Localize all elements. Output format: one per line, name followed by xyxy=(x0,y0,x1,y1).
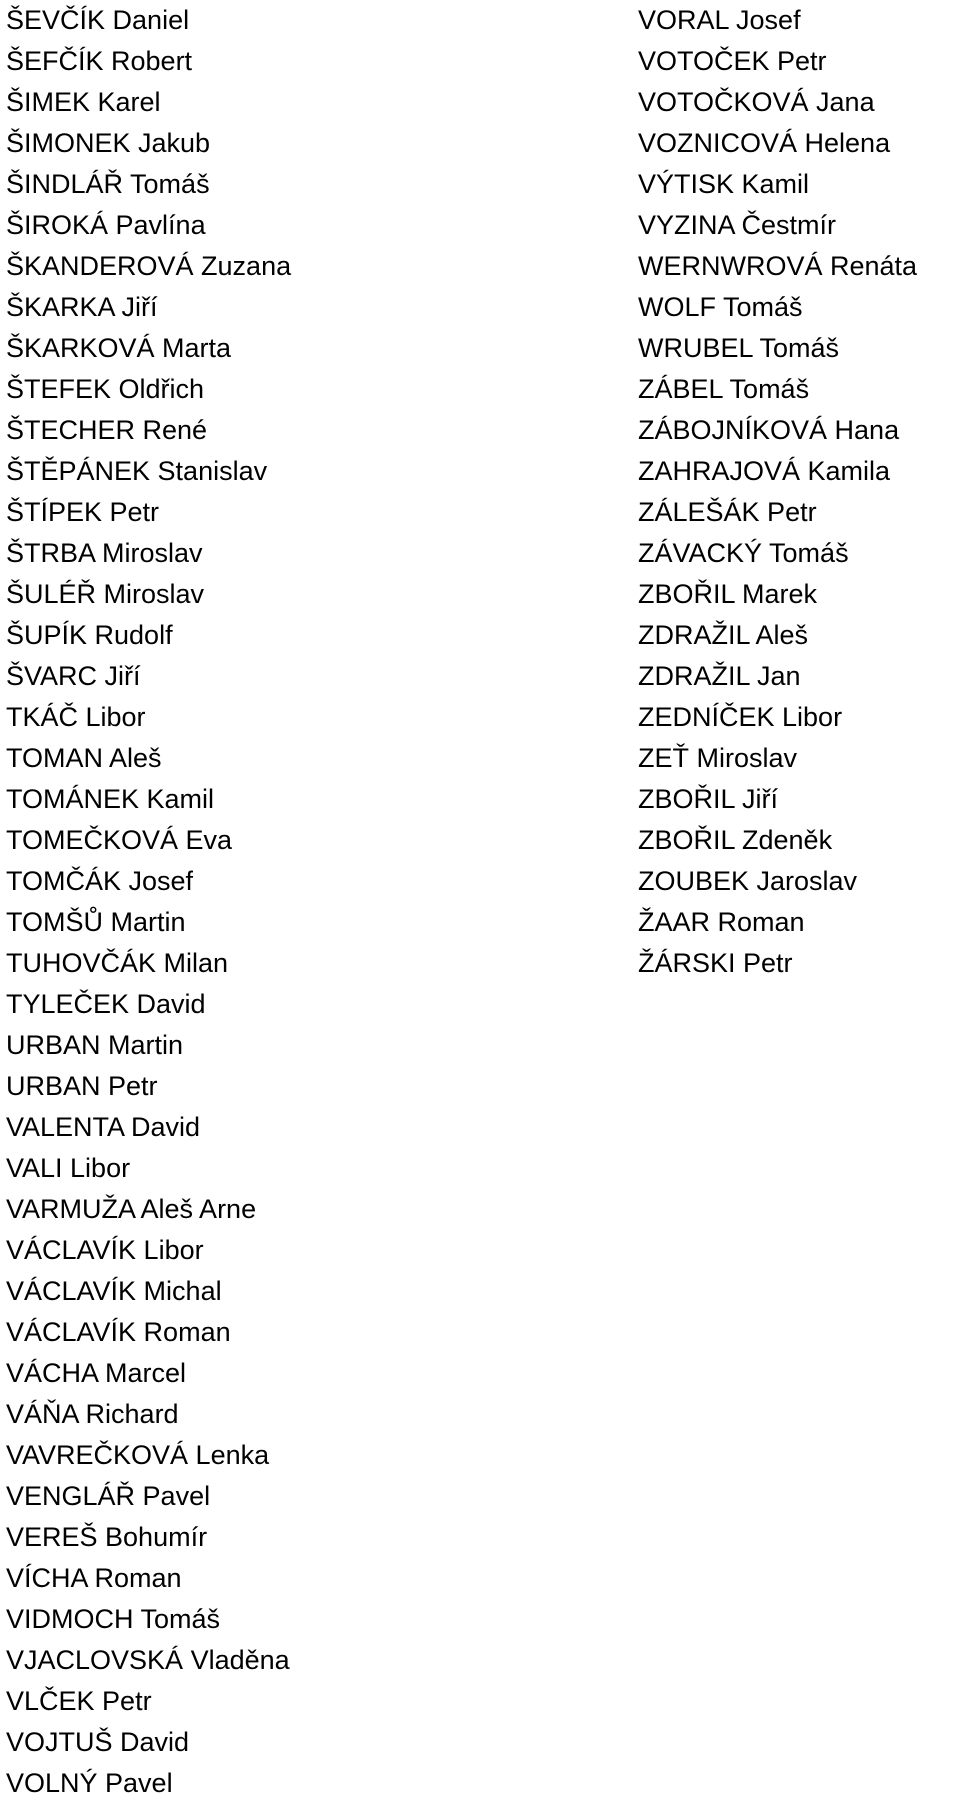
name-entry: ŠEVČÍK Daniel xyxy=(6,5,190,35)
name-entry: VÁCLAVÍK Roman xyxy=(6,1317,231,1347)
name-entry: ŠIMEK Karel xyxy=(6,87,161,117)
name-entry: VOLNÝ Pavel xyxy=(6,1768,173,1798)
name-entry: ŠTRBA Miroslav xyxy=(6,538,203,568)
name-entry: WRUBEL Tomáš xyxy=(638,333,840,363)
name-entry: VIDMOCH Tomáš xyxy=(6,1604,221,1634)
name-entry: ŽÁRSKI Petr xyxy=(638,948,793,978)
name-entry: ZAHRAJOVÁ Kamila xyxy=(638,456,891,486)
name-entry: ZBOŘIL Jiří xyxy=(638,784,779,814)
name-entry: ZDRAŽIL Aleš xyxy=(638,620,809,650)
name-entry: VOJTUŠ David xyxy=(6,1727,190,1757)
name-entry: TOMÁNEK Kamil xyxy=(6,784,215,814)
name-entry: VOTOČKOVÁ Jana xyxy=(638,87,875,117)
name-entry: VYZINA Čestmír xyxy=(638,210,837,240)
name-entry: ŠULÉŘ Miroslav xyxy=(6,579,205,609)
name-entry: VEREŠ Bohumír xyxy=(6,1522,208,1552)
name-entry: WOLF Tomáš xyxy=(638,292,803,322)
name-entry: VALENTA David xyxy=(6,1112,201,1142)
name-entry: ZÁBEL Tomáš xyxy=(638,374,810,404)
name-entry: TYLEČEK David xyxy=(6,989,206,1019)
name-entry: ŠIROKÁ Pavlína xyxy=(6,210,206,240)
name-entry: ŠUPÍK Rudolf xyxy=(6,620,173,650)
name-entry: ZÁLEŠÁK Petr xyxy=(638,497,817,527)
name-entry: VÁŇA Richard xyxy=(6,1399,179,1429)
name-entry: ŠIMONEK Jakub xyxy=(6,128,211,158)
name-entry: WERNWROVÁ Renáta xyxy=(638,251,918,281)
name-entry: VENGLÁŘ Pavel xyxy=(6,1481,211,1511)
name-entry: ŠKANDEROVÁ Zuzana xyxy=(6,251,292,281)
name-entry: ŠVARC Jiří xyxy=(6,661,141,691)
name-entry: TOMČÁK Josef xyxy=(6,866,194,896)
name-entry: ZÁBOJNÍKOVÁ Hana xyxy=(638,415,900,445)
name-entry: ZBOŘIL Marek xyxy=(638,579,818,609)
name-entry: VÁCLAVÍK Michal xyxy=(6,1276,222,1306)
name-entry: ŠTÍPEK Petr xyxy=(6,497,160,527)
name-entry: VÁCLAVÍK Libor xyxy=(6,1235,204,1265)
name-entry: VARMUŽA Aleš Arne xyxy=(6,1194,257,1224)
name-entry: TOMŠŮ Martin xyxy=(6,907,186,937)
name-entry: VLČEK Petr xyxy=(6,1686,152,1716)
name-entry: ZEDNÍČEK Libor xyxy=(638,702,843,732)
name-entry: ŠTĚPÁNEK Stanislav xyxy=(6,456,268,486)
name-entry: VÁCHA Marcel xyxy=(6,1358,187,1388)
name-entry: VÝTISK Kamil xyxy=(638,169,810,199)
name-entry: ZDRAŽIL Jan xyxy=(638,661,801,691)
names-list-left-column xyxy=(6,0,291,1804)
name-entry: VORAL Josef xyxy=(638,5,801,35)
name-entry: ŠKARKOVÁ Marta xyxy=(6,333,232,363)
name-entry: ŠINDLÁŘ Tomáš xyxy=(6,169,210,199)
names-list-right-column xyxy=(638,0,917,984)
name-entry: ŠTEFEK Oldřich xyxy=(6,374,205,404)
name-entry: TKÁČ Libor xyxy=(6,702,146,732)
name-entry: ZÁVACKÝ Tomáš xyxy=(638,538,849,568)
name-entry: VAVREČKOVÁ Lenka xyxy=(6,1440,270,1470)
name-entry: VOZNICOVÁ Helena xyxy=(638,128,891,158)
name-entry: TUHOVČÁK Milan xyxy=(6,948,229,978)
name-entry: VJACLOVSKÁ Vladěna xyxy=(6,1645,290,1675)
name-entry: ŠEFČÍK Robert xyxy=(6,46,193,76)
name-entry: URBAN Martin xyxy=(6,1030,184,1060)
name-entry: VÍCHA Roman xyxy=(6,1563,182,1593)
name-entry: ŠKARKA Jiří xyxy=(6,292,158,322)
name-entry: ZEŤ Miroslav xyxy=(638,743,798,773)
name-entry: VOTOČEK Petr xyxy=(638,46,827,76)
name-entry: TOMEČKOVÁ Eva xyxy=(6,825,233,855)
name-entry: URBAN Petr xyxy=(6,1071,158,1101)
name-entry: ZOUBEK Jaroslav xyxy=(638,866,858,896)
name-entry: ŽAAR Roman xyxy=(638,907,805,937)
name-entry: VALI Libor xyxy=(6,1153,131,1183)
name-entry: TOMAN Aleš xyxy=(6,743,162,773)
name-entry: ZBOŘIL Zdeněk xyxy=(638,825,833,855)
name-entry: ŠTECHER René xyxy=(6,415,208,445)
